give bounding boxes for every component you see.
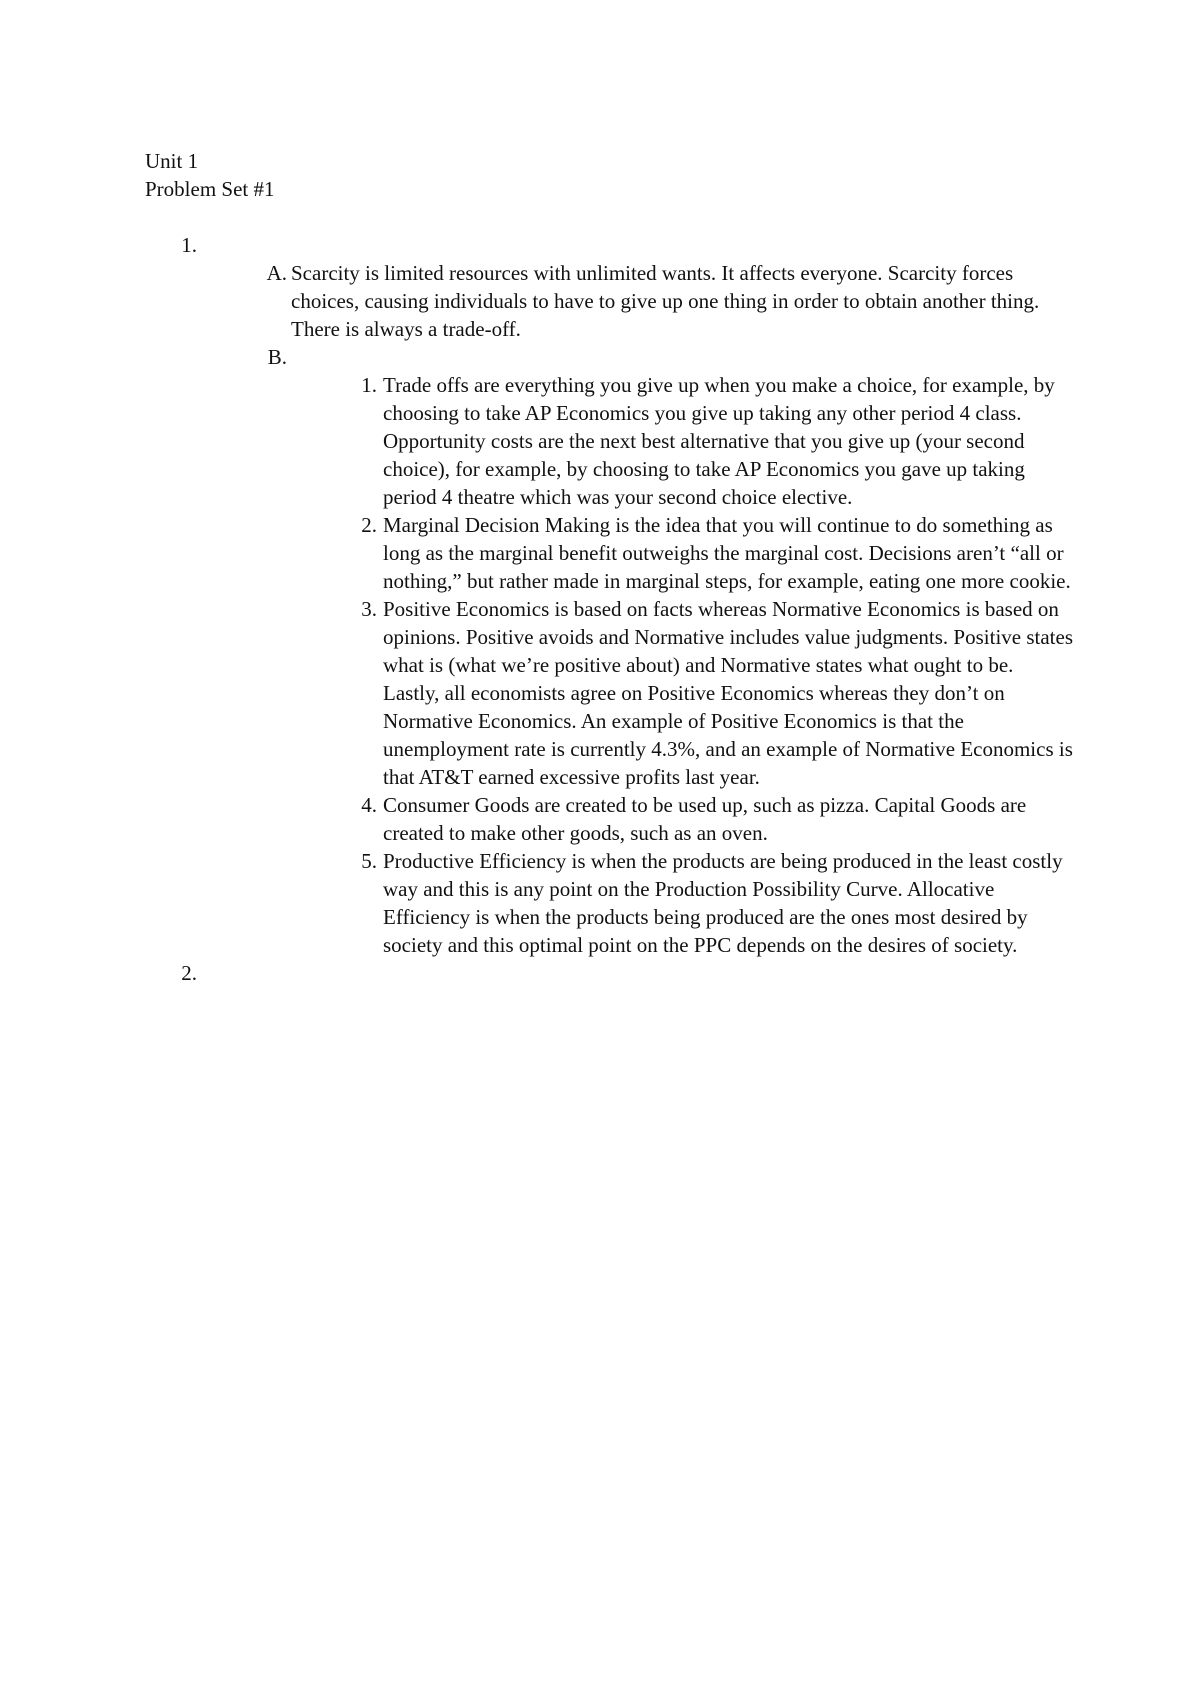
list-marker: 2. — [181, 961, 197, 985]
question-2 — [145, 959, 1095, 987]
part-b-item-2 — [145, 511, 1095, 595]
part-b-item-3 — [145, 595, 1095, 791]
part-b-item-4 — [145, 791, 1095, 847]
part-b-item-text: Consumer Goods are created to be used up, such as pizza. Capital Goods are created to make other goods, such as an oven. — [383, 793, 1027, 845]
question-1-part-b — [145, 343, 1095, 371]
unit-title: Unit 1 — [145, 149, 199, 173]
part-a-text: Scarcity is limited resources with unlimited wants. It affects everyone. Scarcity forces choices, causing individuals to have to give up one thing in order to obtain another thing. There is always a trade-off. — [291, 261, 1040, 341]
part-b-item-text: Productive Efficiency is when the products are being produced in the least costly way and this is any point on the Production Possibility Curve. Allocative Efficiency is when the products being produced are the ones most desired by society and this optimal point on the PPC depends on the desires of society. — [383, 849, 1063, 957]
list-marker: B. — [267, 345, 287, 369]
list-marker: 4. — [361, 793, 377, 817]
part-b-item-text: Positive Economics is based on facts whereas Normative Economics is based on opinions. Positive avoids and Normative includes value judgments. Positive states what is (what we’re positive about) and Normative states what ought to be. Lastly, all economists agree on Positive Economics whereas they don’t on Normative Economics. An example of Positive Economics is that the unemployment rate is currently 4.3%, and an example of Normative Economics is that AT&T earned excessive profits last year. — [383, 597, 1074, 789]
list-marker: 1. — [181, 233, 197, 257]
list-marker: 1. — [361, 373, 377, 397]
part-b-text — [291, 343, 1071, 371]
problem-set-title: Problem Set #1 — [145, 177, 275, 201]
part-b-item-text: Trade offs are everything you give up when you make a choice, for example, by choosing to take AP Economics you give up taking any other period 4 class. Opportunity costs are the next best alternative that you give up (your second choice), for example, by choosing to take AP Economics you gave up taking period 4 theatre which was your second choice elective. — [383, 373, 1055, 509]
question-list — [145, 231, 1095, 987]
question-1-part-a — [145, 259, 1095, 343]
list-marker: A. — [266, 261, 287, 285]
question-1 — [145, 231, 1095, 259]
list-marker: 5. — [361, 849, 377, 873]
part-b-item-text: Marginal Decision Making is the idea that you will continue to do something as long as the marginal benefit outweighs the marginal cost. Decisions aren’t “all or nothing,” but rather made in marginal steps, for example, eating one more cookie. — [383, 513, 1071, 593]
document-header — [145, 147, 275, 203]
part-b-item-5 — [145, 847, 1095, 959]
list-marker: 3. — [361, 597, 377, 621]
part-b-item-1 — [145, 371, 1095, 511]
list-marker: 2. — [361, 513, 377, 537]
